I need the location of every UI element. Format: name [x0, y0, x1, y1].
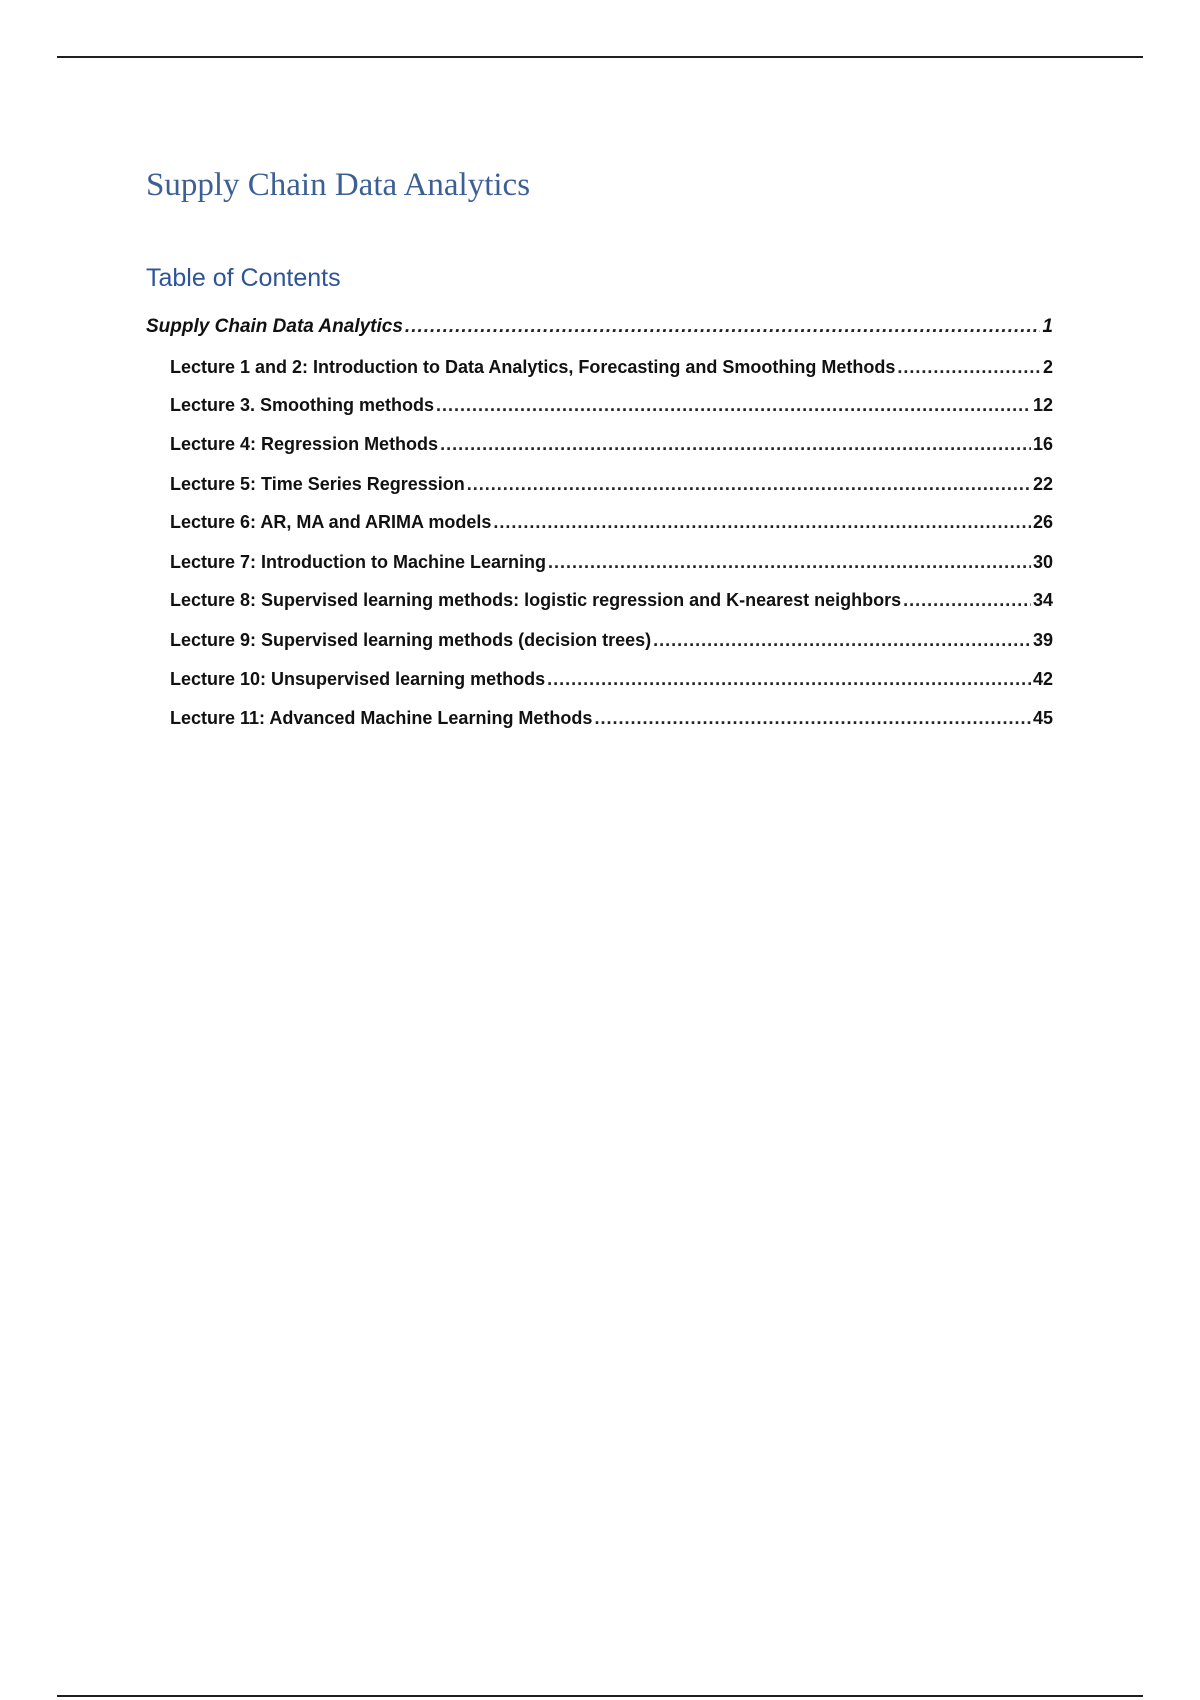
toc-entry-lecture-4[interactable] — [170, 434, 1053, 455]
toc-entry-document[interactable] — [146, 316, 1053, 338]
toc-page-number: 2 — [1042, 357, 1053, 377]
document-title: Supply Chain Data Analytics — [146, 167, 531, 203]
toc-leader-dots — [903, 590, 1031, 611]
toc-page-number: 30 — [1032, 552, 1053, 572]
toc-leader-dots — [594, 708, 1031, 729]
toc-entry-lecture-8[interactable] — [170, 590, 1053, 611]
toc-page-number: 39 — [1032, 630, 1053, 650]
toc-page-number: 45 — [1032, 708, 1053, 728]
toc-entry-label: Lecture 9: Supervised learning methods (decision trees) — [170, 630, 652, 650]
toc-entry-label: Lecture 5: Time Series Regression — [170, 474, 465, 494]
toc-entry-label: Lecture 6: AR, MA and ARIMA models — [170, 512, 492, 532]
toc-entry-lecture-9[interactable] — [170, 630, 1053, 651]
toc-page-number: 22 — [1032, 474, 1053, 494]
toc-entry-lecture-7[interactable] — [170, 552, 1053, 573]
toc-leader-dots — [493, 512, 1031, 533]
toc-leader-dots — [653, 630, 1031, 651]
toc-leader-dots — [405, 316, 1041, 338]
toc-leader-dots — [897, 357, 1041, 378]
toc-entry-label: Supply Chain Data Analytics — [146, 316, 403, 337]
toc-page-number: 12 — [1032, 395, 1053, 415]
footer-rule — [57, 1695, 1143, 1697]
toc-entry-lecture-6[interactable] — [170, 512, 1053, 533]
toc-entry-lecture-11[interactable] — [170, 708, 1053, 729]
toc-entry-label: Lecture 1 and 2: Introduction to Data Analytics, Forecasting and Smoothing Methods — [170, 357, 896, 377]
toc-leader-dots — [548, 552, 1031, 573]
toc-page-number: 1 — [1042, 316, 1053, 337]
toc-entry-label: Lecture 7: Introduction to Machine Learning — [170, 552, 547, 572]
toc-entry-label: Lecture 3. Smoothing methods — [170, 395, 435, 415]
toc-page-number: 42 — [1032, 669, 1053, 689]
toc-leader-dots — [547, 669, 1031, 690]
toc-entry-label: Lecture 10: Unsupervised learning methods — [170, 669, 546, 689]
toc-entry-label: Lecture 11: Advanced Machine Learning Methods — [170, 708, 593, 728]
toc-entry-lecture-5[interactable] — [170, 474, 1053, 495]
toc-entry-lecture-10[interactable] — [170, 669, 1053, 690]
toc-page-number: 26 — [1032, 512, 1053, 532]
toc-entry-label: Lecture 8: Supervised learning methods: logistic regression and K-nearest neighbors — [170, 590, 902, 610]
toc-leader-dots — [467, 474, 1031, 495]
toc-entry-lecture-3[interactable] — [170, 395, 1053, 416]
toc-page-number: 34 — [1032, 590, 1053, 610]
toc-entry-label: Lecture 4: Regression Methods — [170, 434, 439, 454]
toc-page-number: 16 — [1032, 434, 1053, 454]
toc-entry-lecture-1-2[interactable] — [170, 357, 1053, 378]
toc-leader-dots — [440, 434, 1031, 455]
header-rule — [57, 56, 1143, 58]
toc-heading: Table of Contents — [146, 264, 341, 292]
toc-leader-dots — [436, 395, 1031, 416]
